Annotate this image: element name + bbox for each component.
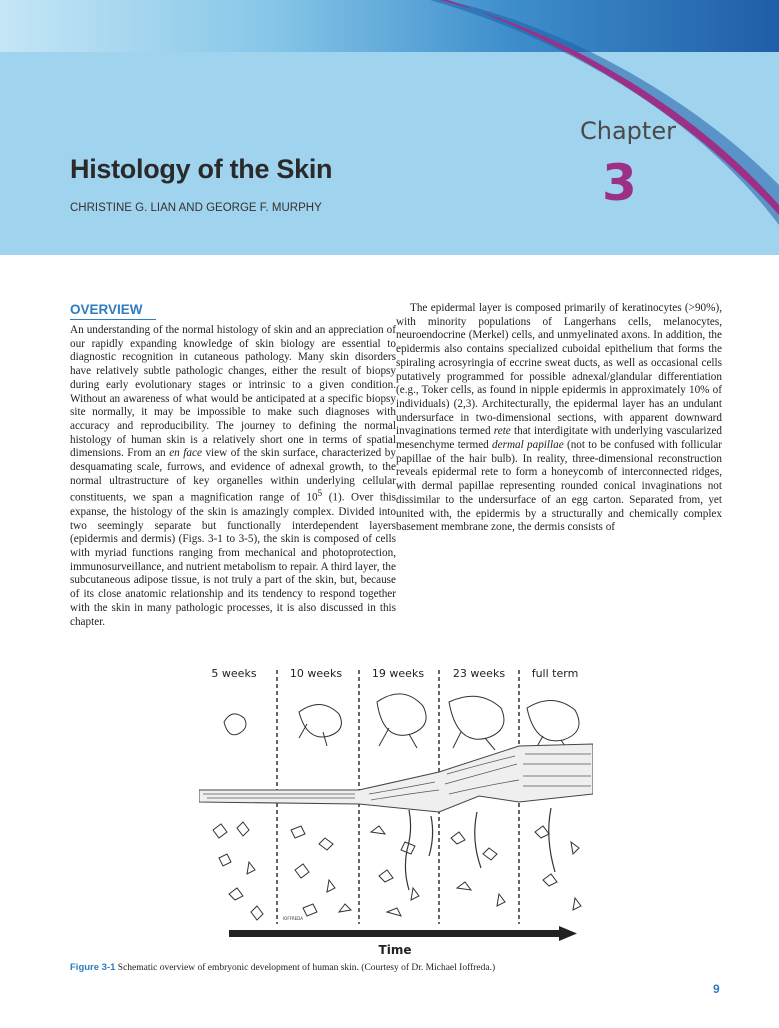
overview-p2-text-3: (not to be confused with follicular papillae of the hair bulb). In reality, three-dimensional reconstruction reveals epidermal rete to form a honeycomb of interconnected ridges, with dermal papillae representing rounded conical invaginations not dissimilar to the undersurface of an egg carton. Separated from, yet united with, the epidermis by a structurally and chemically complex basement membrane zone, the dermis consists of: [396, 439, 722, 534]
figure-3-1-illustration: [199, 662, 593, 959]
overview-p1-italic-en-face: en face: [169, 447, 202, 460]
page-title: Histology of the Skin: [70, 154, 333, 184]
overview-p2-italic-dermal-papillae: dermal papillae: [492, 439, 564, 452]
figure-caption-text: Schematic overview of embryonic development of human skin. (Courtesy of Dr. Michael Ioffreda.): [117, 963, 496, 973]
overview-p1-text-1: An understanding of the normal histology of skin and an appreciation of our rapidly expanding knowledge of skin biology are essential to diagnostic recognition in cutaneous pathology. Many skin disorders have relatively subtle pathologic changes, either the result of biopsy during early evolutionary stages or intrinsic to a given condition. Without an awareness of what would be anticipated at a specific biopsy site normally, it may be impossible to make such diagnoses with accuracy and reproducibility. The journey to defining the normal histology of human skin is a relatively short one in terms of spatial dimensions. From an: [70, 324, 396, 460]
stage-label: 19 weeks: [371, 667, 425, 680]
chapter-label: Chapter: [580, 117, 676, 145]
chapter-authors: CHRISTINE G. LIAN AND GEORGE F. MURPHY: [70, 202, 322, 214]
section-heading-overview: OVERVIEW: [70, 302, 143, 317]
stage-label: full term: [531, 667, 579, 680]
figure-caption-label: Figure 3-1: [70, 962, 116, 973]
overview-p2-italic-rete: rete: [493, 425, 511, 438]
overview-p1-text-3: (1). Over this expanse, the histology of the skin is amazingly complex. Divided into two seemingly separate but functionally interdependent layers (epidermis and dermis) (Figs. 3-1 to 3-5), the skin is composed of cells with myriad functions ranging from mechanical and photoprotection, immunosurveillance, and nutrient metabolism to repair. A third layer, the subcutaneous adipose tissue, is not truly a part of the skin, but, because of its close anatomic relationship and its tendency to respond together with the skin in many pathologic processes, it is also discussed in this chapter.: [70, 492, 396, 628]
section-heading-rule: [70, 319, 156, 320]
page-number: 9: [713, 982, 720, 996]
time-axis-label: Time: [378, 943, 412, 957]
figure-caption: [70, 962, 495, 973]
overview-p2-text-1: The epidermal layer is composed primarily of keratinocytes (>90%), with minority populations of Langerhans cells, melanocytes, neuroendocrine (Merkel) cells, and unmyelinated axons. In addition, the epidermis also contains specialized cuboidal epithelium that forms the spiraling acrosyringia of eccrine sweat ducts, as well as occasional cells putatively programmed for possible adnexal/glandular differentiation (e.g., Toker cells, as found in nipple epidermis in approximately 10% of individuals) (2,3). Architecturally, the epidermal layer has an undulant undersurface in two-dimensional sections, with apparent downward invaginations termed: [396, 302, 722, 438]
right-column: [396, 302, 722, 535]
stage-label: 23 weeks: [452, 667, 506, 680]
stage-label: 5 weeks: [211, 667, 257, 680]
figure-signature: IOFFREDA: [283, 916, 303, 921]
time-arrow-shaft: [229, 930, 559, 937]
chapter-number: 3: [602, 154, 637, 212]
overview-p2-text-2: that interdigitate with underlying vascularized mesenchyme termed: [396, 425, 723, 452]
left-column: [70, 302, 396, 629]
overview-p1-superscript: 5: [317, 489, 323, 500]
overview-paragraph-1: [70, 324, 396, 629]
figure-embryonic-skin-drawing: [199, 662, 593, 959]
stage-label: 10 weeks: [289, 667, 343, 680]
overview-paragraph-2: [396, 302, 722, 535]
overview-p1-text-2: view of the skin surface, characterized by desquamating scale, furrows, and evidence of adnexal growth, to the normal ultrastructure of key organelles within underlying cellular constituents, we span a magnification range of 10: [70, 447, 396, 505]
